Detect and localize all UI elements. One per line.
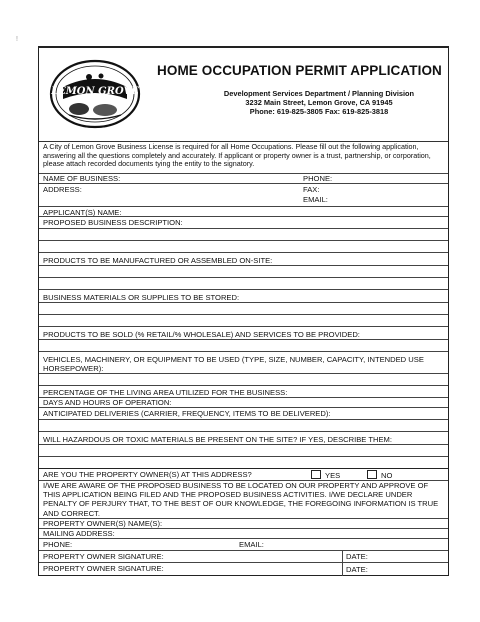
products-manufactured-row[interactable] bbox=[39, 252, 448, 265]
address-row[interactable] bbox=[39, 183, 448, 194]
no-option[interactable] bbox=[367, 470, 392, 480]
owner-contact-row[interactable] bbox=[39, 538, 448, 550]
vehicles-label: VEHICLES, MACHINERY, OR EQUIPMENT TO BE USED (TYPE, SIZE, NUMBER, CAPACITY, INTENDED USE HORSEPOWER): bbox=[43, 355, 424, 374]
owner-signature-label-2: PROPERTY OWNER SIGNATURE: bbox=[43, 564, 164, 573]
form-header bbox=[39, 49, 448, 143]
materials-stored-line-2[interactable] bbox=[39, 314, 448, 326]
phone-label: PHONE: bbox=[303, 174, 333, 183]
mailing-address-label: MAILING ADDRESS: bbox=[43, 529, 115, 538]
department-address: 3232 Main Street, Lemon Grove, CA 91945 bbox=[245, 97, 393, 107]
living-area-row[interactable] bbox=[39, 385, 448, 397]
svg-text:LEMON GROVE: LEMON GROVE bbox=[51, 86, 139, 97]
yes-checkbox[interactable] bbox=[311, 470, 321, 479]
application-form bbox=[38, 46, 449, 576]
vehicles-row[interactable] bbox=[39, 351, 448, 373]
no-checkbox[interactable] bbox=[367, 470, 377, 479]
applicant-label: APPLICANT(S) NAME: bbox=[43, 208, 122, 217]
materials-stored-label: BUSINESS MATERIALS OR SUPPLIES TO BE STORED: bbox=[43, 293, 240, 302]
business-name-row[interactable] bbox=[39, 173, 448, 183]
department-phone-fax: Phone: 619-825-3805 Fax: 619-825-3818 bbox=[249, 106, 389, 116]
products-manufactured-label: PRODUCTS TO BE MANUFACTURED OR ASSEMBLED ON-SITE: bbox=[43, 256, 273, 265]
address-label: ADDRESS: bbox=[43, 185, 82, 194]
mailing-address-row[interactable] bbox=[39, 528, 448, 538]
vehicles-line-1[interactable] bbox=[39, 373, 448, 385]
hazardous-line-2[interactable] bbox=[39, 456, 448, 468]
deliveries-line-1[interactable] bbox=[39, 419, 448, 431]
city-seal-logo bbox=[49, 57, 141, 129]
hazardous-row[interactable] bbox=[39, 431, 448, 444]
deliveries-label: ANTICIPATED DELIVERIES (CARRIER, FREQUENCY, ITEMS TO BE DELIVERED): bbox=[43, 409, 331, 418]
owner-phone-label: PHONE: bbox=[43, 540, 73, 549]
business-description-line-2[interactable] bbox=[39, 240, 448, 252]
business-description-line-1[interactable] bbox=[39, 228, 448, 240]
hazardous-label: WILL HAZARDOUS OR TOXIC MATERIALS BE PRESENT ON THE SITE? IF YES, DESCRIBE THEM: bbox=[43, 435, 392, 444]
owner-question-row bbox=[39, 468, 448, 480]
date-label-1: DATE: bbox=[346, 552, 368, 561]
products-manufactured-line-1[interactable] bbox=[39, 265, 448, 277]
department-name: Development Services Department / Planning Division bbox=[223, 89, 415, 98]
products-manufactured-line-2[interactable] bbox=[39, 277, 448, 289]
no-label: NO bbox=[381, 471, 393, 480]
date-label-2: DATE: bbox=[346, 565, 368, 574]
owner-signature-label-1: PROPERTY OWNER SIGNATURE: bbox=[43, 552, 164, 561]
yes-option[interactable] bbox=[311, 470, 340, 480]
margin-mark: ! bbox=[16, 36, 18, 43]
email-row[interactable] bbox=[39, 194, 448, 206]
products-sold-label: PRODUCTS TO BE SOLD (% RETAIL/% WHOLESALE) AND SERVICES TO BE PROVIDED: bbox=[43, 330, 360, 339]
email-label: EMAIL: bbox=[303, 195, 328, 204]
materials-stored-row[interactable] bbox=[39, 289, 448, 302]
days-hours-row[interactable] bbox=[39, 397, 448, 407]
products-sold-line-1[interactable] bbox=[39, 339, 448, 351]
owner-names-label: PROPERTY OWNER(S) NAME(S): bbox=[43, 519, 163, 528]
applicant-row[interactable] bbox=[39, 206, 448, 216]
fax-label: FAX: bbox=[303, 185, 320, 194]
declaration-row bbox=[39, 480, 448, 518]
materials-stored-line-1[interactable] bbox=[39, 302, 448, 314]
living-area-label: PERCENTAGE OF THE LIVING AREA UTILIZED FOR THE BUSINESS: bbox=[43, 388, 288, 397]
owner-signature-row-1[interactable] bbox=[39, 550, 448, 562]
business-description-row[interactable] bbox=[39, 216, 448, 228]
date-column-divider bbox=[342, 550, 343, 576]
form-title: HOME OCCUPATION PERMIT APPLICATION bbox=[157, 63, 442, 78]
department-block bbox=[189, 90, 449, 116]
products-sold-row[interactable] bbox=[39, 326, 448, 339]
top-rule bbox=[39, 47, 448, 48]
owner-names-row[interactable] bbox=[39, 518, 448, 528]
business-description-label: PROPOSED BUSINESS DESCRIPTION: bbox=[43, 218, 183, 227]
yes-label: YES bbox=[325, 471, 341, 480]
owner-email-label: EMAIL: bbox=[239, 540, 264, 549]
intro-paragraph: A City of Lemon Grove Business License is required for all Home Occupations. Please fill out the following application, answering all the questions completely and accurately. If applicant or property owner is a trust, partnership, or corporation, please attach recorded documents tying the entity to the signatory. bbox=[43, 142, 431, 169]
days-hours-label: DAYS AND HOURS OF OPERATION: bbox=[43, 398, 172, 407]
declaration-text: I/WE ARE AWARE OF THE PROPOSED BUSINESS TO BE LOCATED ON OUR PROPERTY AND APPROVE OF THIS APPLICATION BEING FILED AND THE PROPOSED BUSINESS ACTIVITIES. I/WE DECLARE UNDER PENALTY OF PERJURY THAT, TO THE BEST OF OUR KNOWLEDGE, THE FOREGOING INFORMATION IS TRUE AND CORRECT. bbox=[43, 481, 439, 518]
owner-signature-row-2[interactable] bbox=[39, 562, 448, 576]
owner-question-label: ARE YOU THE PROPERTY OWNER(S) AT THIS ADDRESS? bbox=[43, 470, 252, 479]
hazardous-line-1[interactable] bbox=[39, 444, 448, 456]
deliveries-row[interactable] bbox=[39, 407, 448, 419]
business-name-label: NAME OF BUSINESS: bbox=[43, 174, 121, 183]
